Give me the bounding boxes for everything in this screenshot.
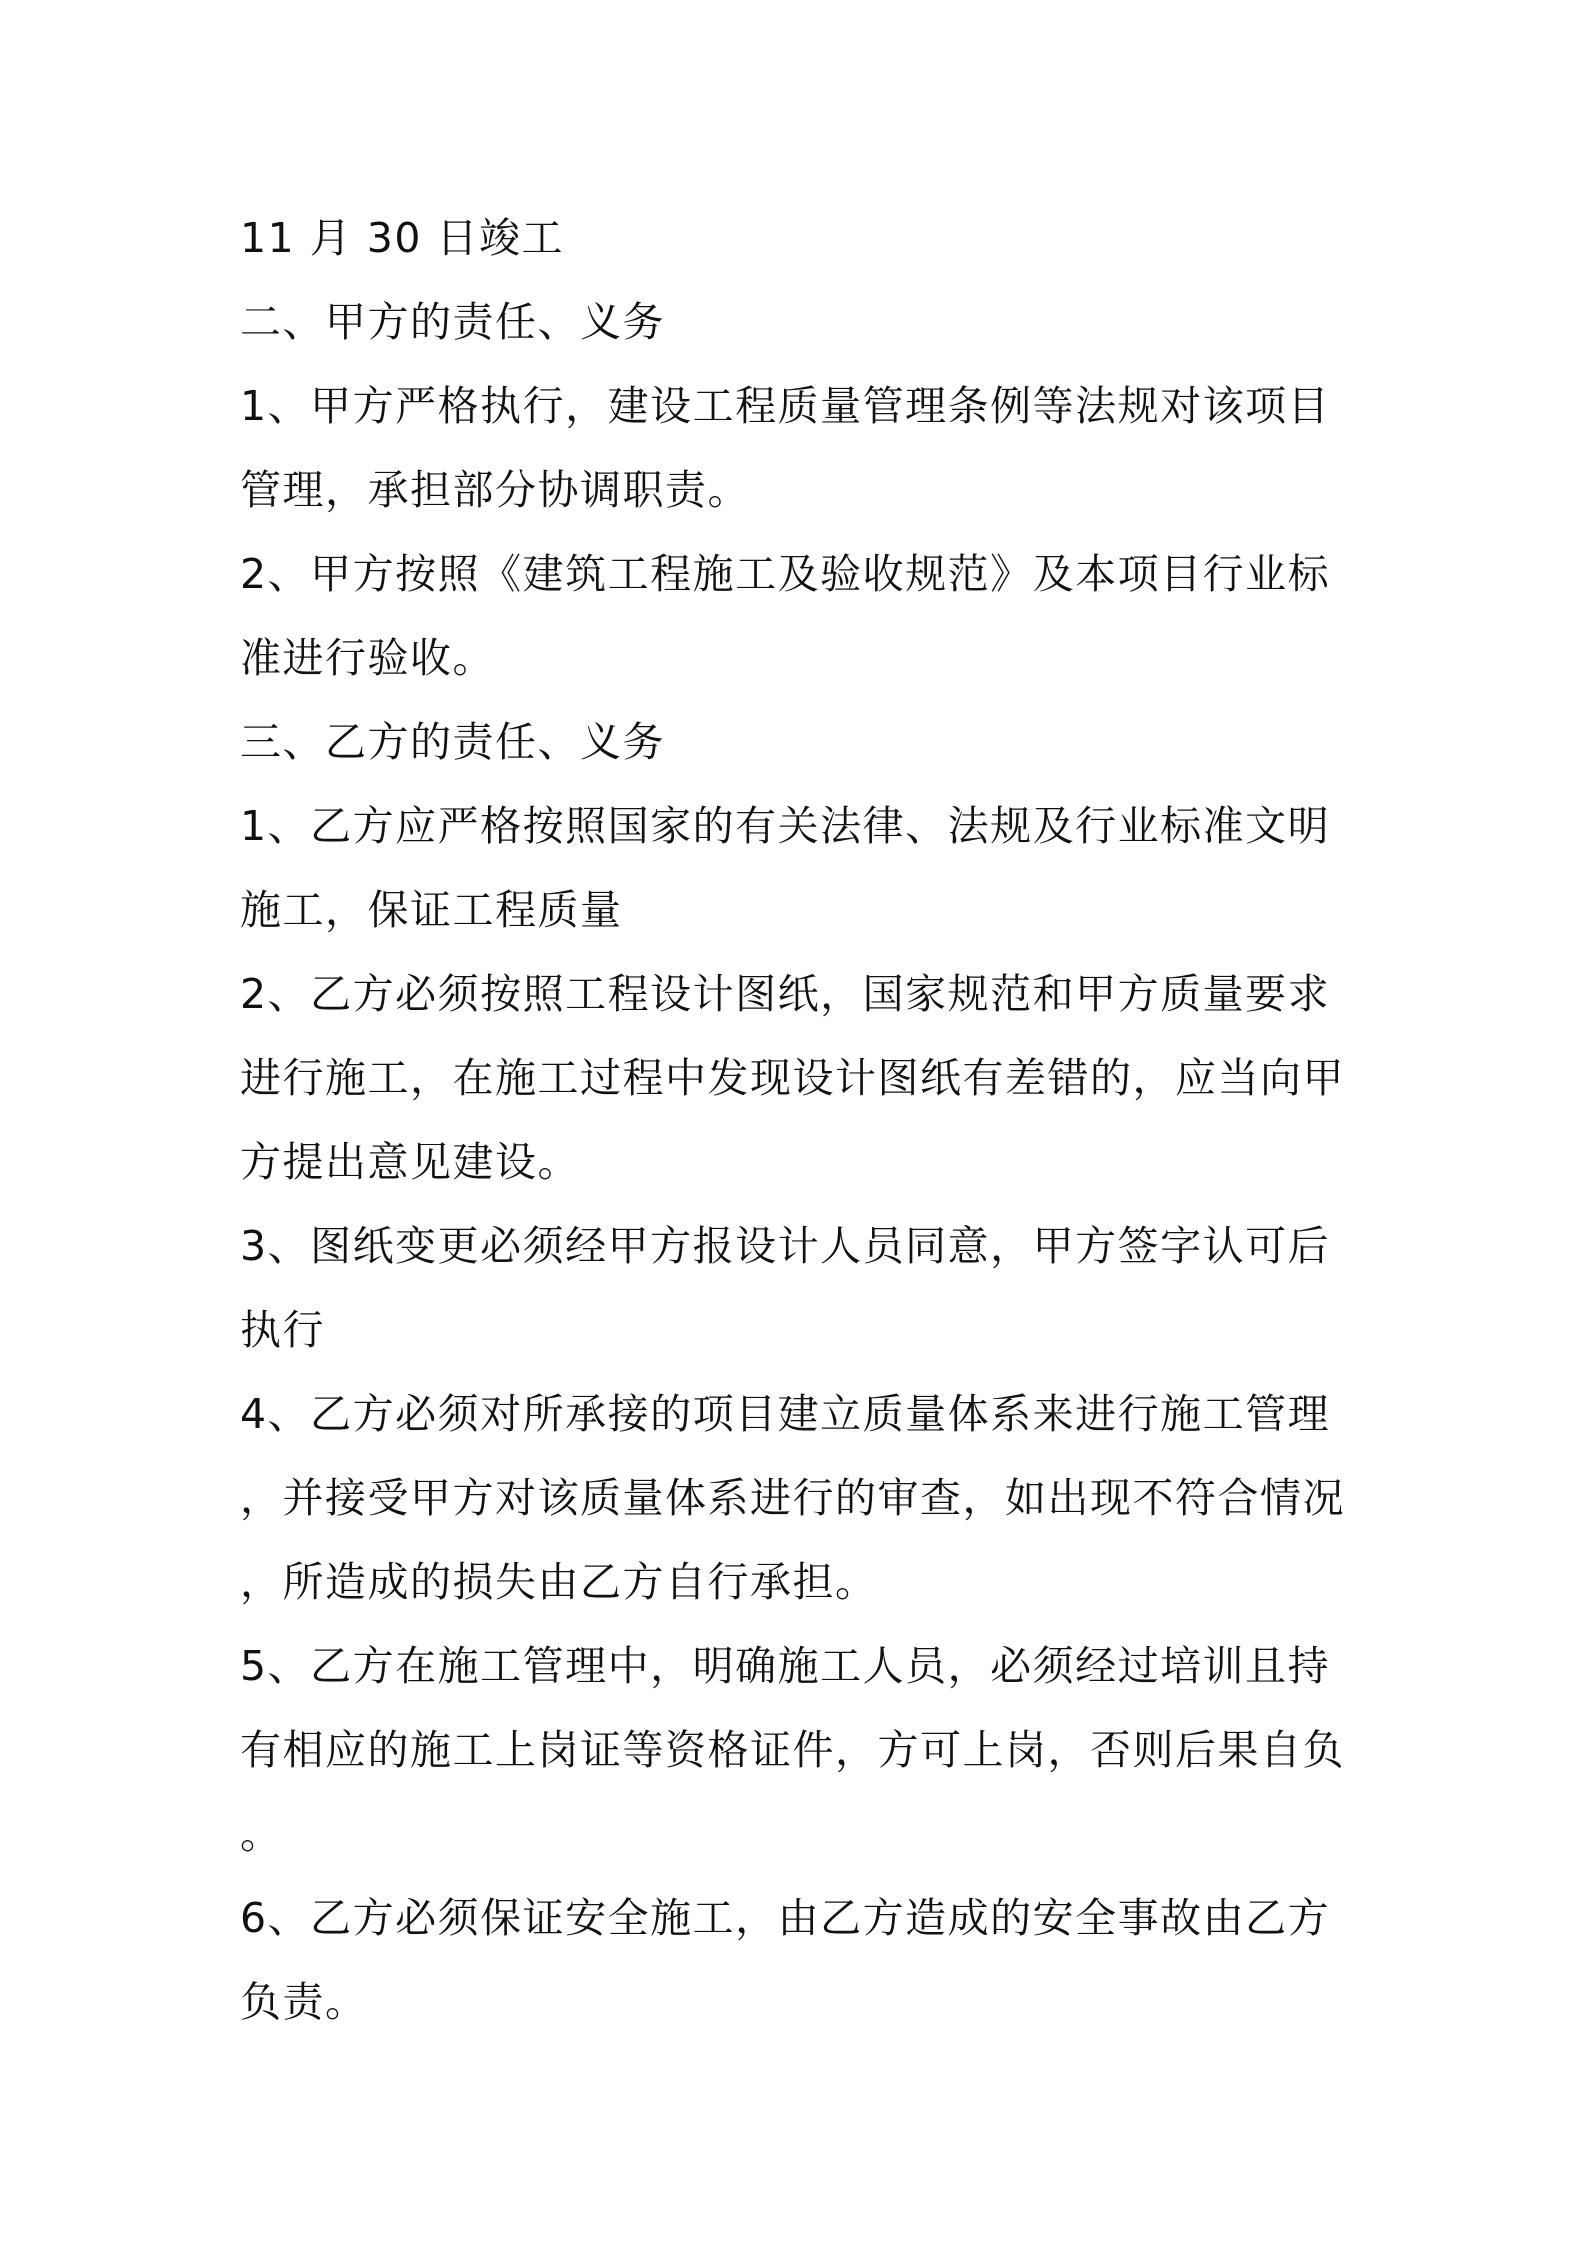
party-a-clause-1-line-2: 管理，承担部分协调职责。 [240, 466, 750, 514]
party-b-clause-6-line-2: 负责。 [240, 1978, 368, 2026]
party-b-clause-2-line-2: 进行施工，在施工过程中发现设计图纸有差错的，应当向甲 [240, 1054, 1345, 1102]
section-heading-party-a: 二、甲方的责任、义务 [240, 298, 665, 346]
party-b-clause-6-line-1: 6、乙方必须保证安全施工，由乙方造成的安全事故由乙方 [240, 1894, 1331, 1942]
party-b-clause-1-line-1: 1、乙方应严格按照国家的有关法律、法规及行业标准文明 [240, 802, 1331, 850]
party-b-clause-4-line-2: ，并接受甲方对该质量体系进行的审查，如出现不符合情况 [240, 1474, 1345, 1522]
party-b-clause-3-line-2: 执行 [240, 1306, 325, 1354]
party-a-clause-2-line-1: 2、甲方按照《建筑工程施工及验收规范》及本项目行业标 [240, 550, 1331, 598]
section-heading-party-b: 三、乙方的责任、义务 [240, 718, 665, 766]
completion-date-line: 11 月 30 日竣工 [240, 214, 564, 262]
party-b-clause-5-line-1: 5、乙方在施工管理中，明确施工人员，必须经过培训且持 [240, 1642, 1331, 1690]
party-b-clause-4-line-3: ，所造成的损失由乙方自行承担。 [240, 1558, 878, 1606]
party-a-clause-2-line-2: 准进行验收。 [240, 634, 495, 682]
party-b-clause-1-line-2: 施工，保证工程质量 [240, 886, 623, 934]
party-b-clause-2-line-3: 方提出意见建设。 [240, 1138, 580, 1186]
party-b-clause-5-line-3: 。 [240, 1810, 283, 1858]
party-b-clause-2-line-1: 2、乙方必须按照工程设计图纸，国家规范和甲方质量要求 [240, 970, 1331, 1018]
party-b-clause-4-line-1: 4、乙方必须对所承接的项目建立质量体系来进行施工管理 [240, 1390, 1331, 1438]
party-b-clause-5-line-2: 有相应的施工上岗证等资格证件，方可上岗，否则后果自负 [240, 1726, 1345, 1774]
party-b-clause-3-line-1: 3、图纸变更必须经甲方报设计人员同意，甲方签字认可后 [240, 1222, 1331, 1270]
document-body [240, 196, 1360, 2044]
party-a-clause-1-line-1: 1、甲方严格执行，建设工程质量管理条例等法规对该项目 [240, 382, 1331, 430]
